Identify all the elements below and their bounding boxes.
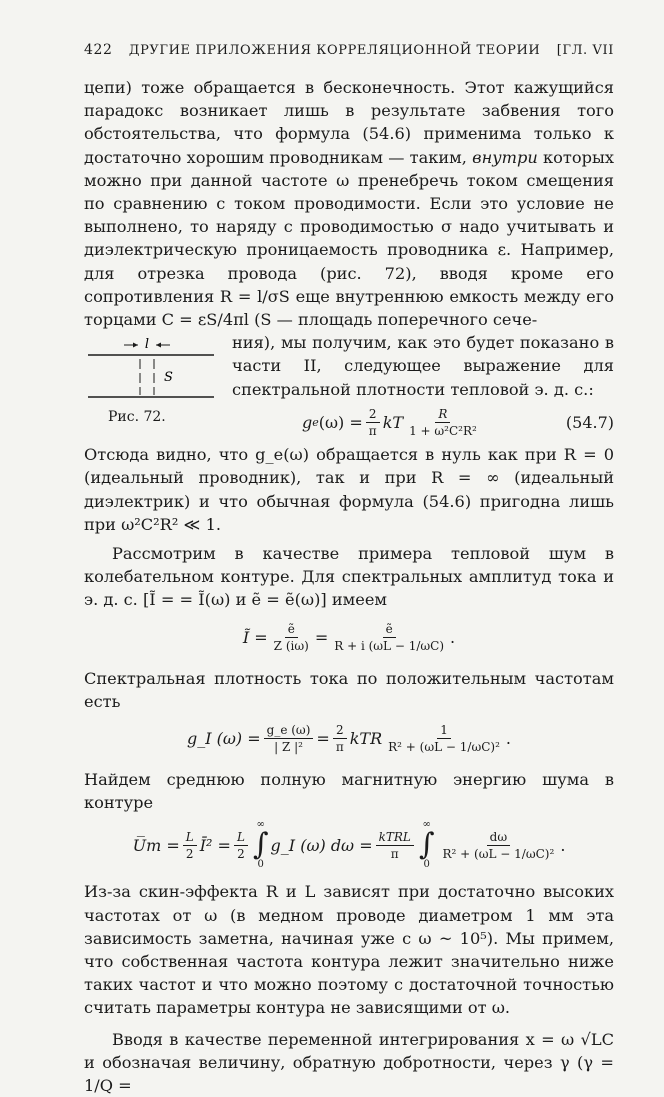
paragraph-3: Рассмотрим в качестве примера тепловой шум в колебательном контуре. Для спектральных амплитуд тока и э. д. с. [Ĩ = = Ĩ(ω) и ẽ = ẽ(ω)] имеем: [84, 544, 614, 610]
paragraph-1-continued: ния), мы получим, как это будет показано в части II, следующее выражение для спектральной плотности тепловой э. д. с.:: [232, 333, 614, 399]
paragraph-4: Спектральная плотность тока по положительным частотам есть: [84, 668, 614, 711]
wire-segment-diagram: [84, 333, 224, 409]
paragraph-6: Из-за скин-эффекта R и L зависят при достаточно высоких частотах от ω (в медном проводе диаметром 1 мм эта зависимость заметна, начиная уже с ω ~ 10⁵). Мы примем, что собственная частота контура лежит значительно ниже таких частот и что можно поэтому с достаточной точностью считать параметры контура не зависящими от ω.: [84, 882, 614, 1018]
integral-1: ∞ ∫ 0: [252, 819, 269, 871]
running-header: [84, 42, 614, 58]
figure-block: [84, 333, 614, 438]
page-number: 422: [84, 42, 113, 58]
chapter-label: [ГЛ. VII: [556, 43, 614, 58]
paragraph-2: Отсюда видно, что g_e(ω) обращается в нуль как при R = 0 (идеальный проводник), так и при R = ∞ (идеальный диэлектрик) и что обычная формула (54.6) пригодна лишь при ω²C²R² ≪ 1.: [84, 445, 614, 534]
equation-energy: U̅m = $\frac{L}{2}$ Ī² = $\frac{L}{2}$ ∞ ∫ 0 g_I (ω) dω = $\frac{\text{kTRL}}{\pi}$ ∞ ∫ 0 $\frac{d\omega}{\text{R² + (ωL − 1/ωC)²}}$ .: [132, 819, 566, 871]
equation-number: (54.7): [565, 412, 614, 432]
paragraph-5: Найдем среднюю полную магнитную энергию шума в контуре: [84, 770, 614, 813]
page-content: [84, 42, 614, 1097]
figure-side-text: [232, 331, 614, 438]
figure-label-l: l: [144, 337, 150, 353]
running-title: ДРУГИЕ ПРИЛОЖЕНИЯ КОРРЕЛЯЦИОННОЙ ТЕОРИИ: [128, 43, 541, 58]
paragraph-7: Вводя в качестве переменной интегрирования x = ω √LC и обозначая величину, обратную добротности, через γ (γ = 1/Q =: [84, 1029, 614, 1096]
figure-label-s: S: [164, 370, 173, 386]
equation-current: Ĩ = $\frac{\text{ẽ}}{Z (i\omega)}$ = $\frac{\text{ẽ}}{R + i (\omega L - 1/\omega C)}$ .: [242, 621, 456, 653]
figure-caption: Рис. 72.: [108, 409, 166, 426]
equation-54-7: g e (ω) = $\frac{2}{\pi}$ kT $\frac{R}{\text{1 + ω²C²R²}}$ (54.7): [302, 406, 614, 438]
paragraph-1: цепи) тоже обращается в бесконечность. Этот кажущийся парадокс возникает лишь в результате забвения того обстоятельства, что формула (54.6) применима только к достаточно хорошим проводникам — таким, внутри которых можно при данной частоте ω пренебречь током смещения по сравнению с током проводимости. Если это условие не выполнено, то наряду с проводимостью σ надо учитывать и диэлектрическую проницаемость проводника ε. Например, для отрезка провода (рис. 72), вводя кроме его сопротивления R = l/σS еще внутреннюю емкость между его торцами C = εS/4πl (S — площадь поперечного сече-: [84, 78, 615, 330]
figure-72: [84, 333, 224, 429]
equation-gi: g_I (ω) = $\frac{g\_e (\omega)}{\text{| Z |²}}$ = $\frac{2}{\pi}$ kTR $\frac{1}{\text{R² + (ωL − 1/ωC)²}}$ .: [186, 723, 512, 755]
integral-2: ∞ ∫ 0: [418, 819, 435, 871]
